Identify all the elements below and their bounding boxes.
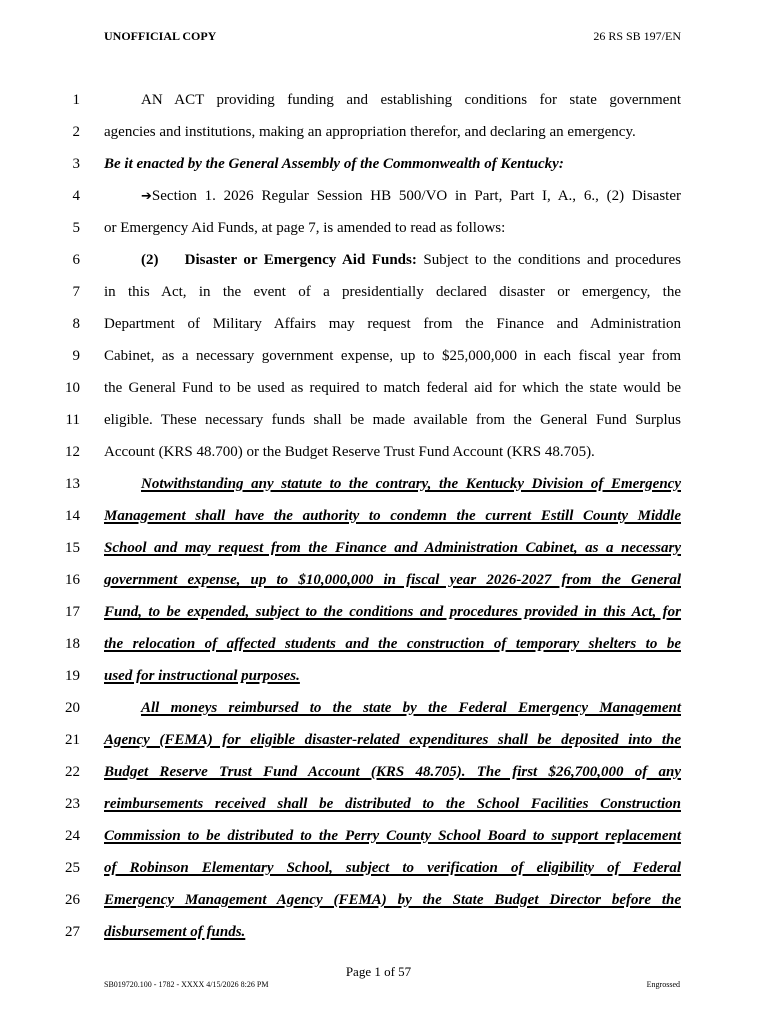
document-line: [0, 156, 757, 188]
line-number: 24: [65, 828, 80, 844]
document-line: [0, 892, 757, 924]
document-line: [0, 604, 757, 636]
line-number: 21: [65, 732, 80, 748]
inserted-text: of Robinson Elementary School, subject to verification of eligibility of Federal: [104, 860, 681, 876]
line-number: 13: [65, 476, 80, 492]
footer-status: Engrossed: [646, 980, 680, 989]
line-number: 20: [65, 700, 80, 716]
document-line: [0, 252, 757, 284]
document-line: [0, 316, 757, 348]
arrow-right-icon: ➔: [141, 189, 152, 204]
inserted-text: Notwithstanding any statute to the contrary, the Kentucky Division of Emergency: [141, 476, 681, 492]
footer-document-id: SB019720.100 - 1782 - XXXX 4/15/2026 8:26 PM: [104, 980, 269, 989]
line-number: 6: [72, 252, 80, 268]
line-number: 17: [65, 604, 80, 620]
inserted-text: government expense, up to $10,000,000 in fiscal year 2026-2027 from the General: [104, 572, 681, 588]
line-number: 2: [72, 124, 80, 140]
inserted-text: used for instructional purposes.: [104, 668, 300, 684]
page-number: Page 1 of 57: [345, 964, 412, 979]
line-number: 9: [72, 348, 80, 364]
document-line: [0, 732, 757, 764]
inserted-text: Budget Reserve Trust Fund Account (KRS 48.705). The first $26,700,000 of any: [104, 764, 681, 780]
running-header-right: 26 RS SB 197/EN: [593, 29, 681, 43]
line-number: 12: [65, 444, 80, 460]
line-text: Section 1. 2026 Regular Session HB 500/VO in Part, Part I, A., 6., (2) Disaster: [151, 188, 681, 204]
line-text: AN ACT providing funding and establishing conditions for state government: [141, 92, 681, 108]
line-text-rest: Subject to the conditions and procedures: [416, 252, 681, 268]
subsection-label: (2): [141, 252, 159, 268]
line-text: Department of Military Affairs may request from the Finance and Administration: [104, 316, 681, 332]
document-line: [0, 540, 757, 572]
document-line: [0, 444, 757, 476]
inserted-text: Agency (FEMA) for eligible disaster-related expenditures shall be deposited into the: [104, 732, 681, 748]
document-line: [0, 700, 757, 732]
inserted-text: Commission to be distributed to the Perry County School Board to support replacement: [104, 828, 681, 844]
inserted-text: Emergency Management Agency (FEMA) by the State Budget Director before the: [104, 892, 681, 908]
subsection-title: Disaster or Emergency Aid Funds:: [184, 252, 417, 268]
line-number: 26: [65, 892, 80, 908]
inserted-text: reimbursements received shall be distributed to the School Facilities Construction: [104, 796, 681, 812]
line-number: 7: [72, 284, 80, 300]
line-number: 22: [65, 764, 80, 780]
line-number: 23: [65, 796, 80, 812]
document-line: [0, 124, 757, 156]
document-line: [0, 828, 757, 860]
inserted-text: Fund, to be expended, subject to the conditions and procedures provided in this Act, for: [104, 604, 681, 620]
document-line: [0, 636, 757, 668]
line-text: or Emergency Aid Funds, at page 7, is amended to read as follows:: [104, 220, 506, 236]
document-line: [0, 92, 757, 124]
document-line: [0, 284, 757, 316]
document-line: [0, 668, 757, 700]
document-line: [0, 796, 757, 828]
inserted-text: School and may request from the Finance and Administration Cabinet, as a necessary: [104, 540, 681, 556]
line-text: the General Fund to be used as required to match federal aid for which the state would be: [104, 380, 681, 396]
line-number: 19: [65, 668, 80, 684]
line-number: 27: [65, 924, 80, 940]
line-number: 15: [65, 540, 80, 556]
line-number: 16: [65, 572, 80, 588]
line-number: 4: [72, 188, 80, 204]
inserted-text: Management shall have the authority to condemn the current Estill County Middle: [104, 508, 681, 524]
line-number: 14: [65, 508, 80, 524]
document-line: [0, 476, 757, 508]
inserted-text: the relocation of affected students and the construction of temporary shelters to be: [104, 636, 681, 652]
line-number: 11: [65, 412, 80, 428]
line-text: Cabinet, as a necessary government expense, up to $25,000,000 in each fiscal year from: [104, 348, 681, 364]
inserted-text: All moneys reimbursed to the state by the Federal Emergency Management: [141, 700, 681, 716]
line-number: 10: [65, 380, 80, 396]
document-line: [0, 220, 757, 252]
line-text: [104, 252, 681, 269]
line-number: 3: [72, 156, 80, 172]
document-line: [0, 412, 757, 444]
line-number: 25: [65, 860, 80, 876]
document-line: [0, 380, 757, 412]
document-line: [0, 924, 757, 956]
running-header-left: UNOFFICIAL COPY: [104, 29, 217, 43]
line-number: 5: [72, 220, 80, 236]
document-line: [0, 572, 757, 604]
line-text: agencies and institutions, making an appropriation therefor, and declaring an emergency.: [104, 124, 636, 140]
line-number: 1: [72, 92, 80, 108]
inserted-text: disbursement of funds.: [104, 924, 246, 940]
line-text: eligible. These necessary funds shall be made available from the General Fund Surplus: [104, 412, 681, 428]
section-heading: [104, 188, 681, 205]
line-number: 18: [65, 636, 80, 652]
enacting-clause: Be it enacted by the General Assembly of the Commonwealth of Kentucky:: [104, 156, 564, 172]
document-line: [0, 348, 757, 380]
line-number: 8: [72, 316, 80, 332]
document-line: [0, 188, 757, 220]
line-text: Account (KRS 48.700) or the Budget Reserve Trust Fund Account (KRS 48.705).: [104, 444, 595, 460]
document-line: [0, 764, 757, 796]
line-text: in this Act, in the event of a presidentially declared disaster or emergency, the: [104, 284, 681, 300]
document-line: [0, 860, 757, 892]
document-line: [0, 508, 757, 540]
